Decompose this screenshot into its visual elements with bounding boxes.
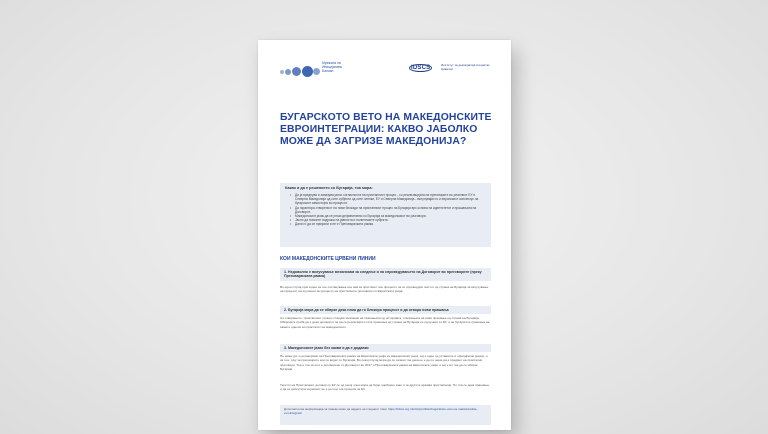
intro-lead: Какво и да е решението со Бугарија, тоа мора: bbox=[285, 186, 373, 190]
document-page bbox=[258, 40, 511, 430]
subsection-body-1: Во еден случај претходно за тие состанувања кон нив за пристапот кон процесот за се спроведува текстот од страна на Бугарија за вклучување на процесот на кој начин за процесот на пристапните преговори со Европската унија. bbox=[280, 285, 489, 294]
right-logo-text: Институт за демократија Социетас Цивилис bbox=[441, 63, 490, 71]
subsection-body-3: Не може да го договориме на Преговарачката рамка на Европската унија за македонскиот јазик, кој е еден од уставните и официјални јазици, и за тоа, туку за преговорите кои се водат со Бугарија. Во секој случај мора да се запази тоа дека не е дел и нема да е предмет на пристапни преговори. Тоа е тоа за што е договорено со Договорот во 2017 и Преговарачката рамка на Европската унија, и кој е во тоа да се обврзе Бугарија. bbox=[280, 354, 488, 371]
idscs-logo-icon bbox=[409, 62, 432, 71]
footer-text: Дополнителна информација за повеќе може да најдете на следниот линк: bbox=[284, 407, 388, 411]
section-title: КОИ МАКЕДОНСКИТЕ ЦРВЕНИ ЛИНИИ bbox=[280, 256, 376, 262]
bullet-item: • Да ја вреднува и запазува јасно согласноста на пристапниот процес - со реализацијата на преговорите во реалниот ЕУ и Северна Македонија од сите субјекти од сите членки, ЕУ и Северна Македонија - вклучувајќи го и европскиот консензус на бугарскиот самостојно во процесот. bbox=[292, 193, 485, 206]
intro-bullets bbox=[292, 193, 485, 227]
left-logo bbox=[280, 60, 350, 82]
intro-box bbox=[280, 183, 491, 247]
bullet-item: • Македонскиот јазик да се реши дефинитивно со Бугарија за македонскиот во разговори. bbox=[292, 214, 485, 218]
subsection-heading-3: 3. Македонскиот јазик без какви и да е додавки bbox=[280, 344, 491, 352]
subsection-body-2: Со отворањето, пристапниот процес станува заложник на прашањата од историјата, отворањата на нови прашања од страна на Бугарија. Обврската треба да е дека договорот за да се реализира и сите прашања од страна на Бугарија се одлучени со ЕУ, а не бугарските прашања на самите односи во пристапот на македонскиот. bbox=[280, 316, 490, 329]
dots-logo-icon bbox=[280, 66, 320, 78]
subsection-heading-1: 1. Недоволно е вклучување механизам за следење и на спроведувањето на Договорот во преговорите (преку Преговарачката рамка) bbox=[280, 268, 491, 281]
footer-link[interactable]: https://idscs.org.mk/mk/portfolio/bugarskoto-veto-na-makedonskite-evrointegracii bbox=[284, 407, 478, 415]
subsection-body-3b: Текстот на Пристапниот договор со ЕУ се од секој член мора да биде одобрено како и за другите држави пристапници. По тоа се дека прашања и да се дискутира за јазикот не е дел од тие процеси за ЕУ. bbox=[280, 383, 489, 392]
bullet-item: • Да гарантира отвореност на нови блокади на пристапниот процес на Бугарија врз основа на идентитетот и прашањата на Договорот. bbox=[292, 206, 485, 214]
left-logo-text: Мрежата на Иницијатива Балкан bbox=[322, 61, 342, 73]
subsection-heading-2: 2. Бугарија мора да се обврзе дека нема да го блокира процесот и да отвора нови прашања bbox=[280, 306, 491, 314]
document-title: БУГАРСКОТО ВЕТО НА МАКЕДОНСКИТЕ ЕВРОИНТЕГРАЦИИ: КАКВО ЈАБОЛКО МОЖЕ ДА ЗАГРИЗЕ МАКЕДОНИЈА? bbox=[280, 112, 492, 147]
footer-box bbox=[280, 405, 491, 425]
bullet-item: • Дали го да се прифати и не е Преговарачката рамка. bbox=[292, 222, 485, 226]
bullet-item: • Јасно да помогне подршка на јавноста и политичките субјекти. bbox=[292, 218, 485, 222]
idscs-mark-text: IDSCS bbox=[411, 65, 431, 71]
right-logo bbox=[409, 62, 491, 76]
